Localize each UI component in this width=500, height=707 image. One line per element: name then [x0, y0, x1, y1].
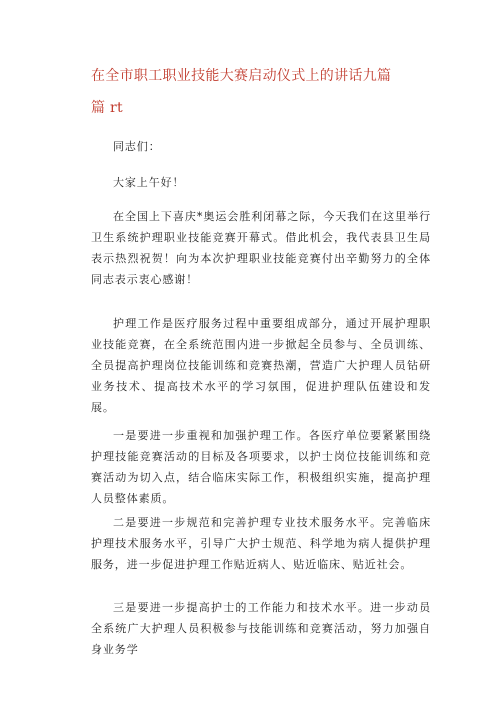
greeting: 大家上午好！	[113, 176, 185, 189]
body-paragraph-4: 二是要进一步规范和完善护理专业技术服务水平。完善临床护理技术服务水平，引导广大护士规范、科学地为病人提供护理服务，进一步促进护理工作贴近病人、贴近临床、贴近社会。	[91, 516, 431, 571]
salutation: 同志们：	[113, 140, 161, 153]
document-title-line-2: 篇 rt	[91, 100, 123, 116]
body-paragraph-3: 一是要进一步重视和加强护理工作。各医疗单位要紧紧围绕护理技能竞赛活动的目标及各项要求，以护士岗位技能训练和竞赛活动为切入点，结合临床实际工作，积极组织实施，提高护理人员整体素质。	[91, 429, 431, 505]
body-paragraph-1: 在全国上下喜庆*奥运会胜利闭幕之际，今天我们在这里举行卫生系统护理职业技能竞赛开幕式。借此机会，我代表县卫生局表示热烈祝贺！向为本次护理职业技能竞赛付出辛勤努力的全体同志表示衷心感谢！	[91, 210, 431, 286]
document-title-line-1: 在全市职工职业技能大赛启动仪式上的讲话九篇	[91, 68, 392, 84]
body-paragraph-2: 护理工作是医疗服务过程中重要组成部分，通过开展护理职业技能竞赛，在全系统范围内进一步掀起全员参与、全员训练、全员提高护理岗位技能训练和竞赛热潮，营造广大护理人员钻研业务技术、提高技术水平的学习氛围，促进护理队伍建设和发展。	[91, 317, 431, 414]
body-paragraph-5: 三是要进一步提高护士的工作能力和技术水平。进一步动员全系统广大护理人员积极参与技能训练和竞赛活动，努力加强自身业务学	[91, 601, 431, 656]
